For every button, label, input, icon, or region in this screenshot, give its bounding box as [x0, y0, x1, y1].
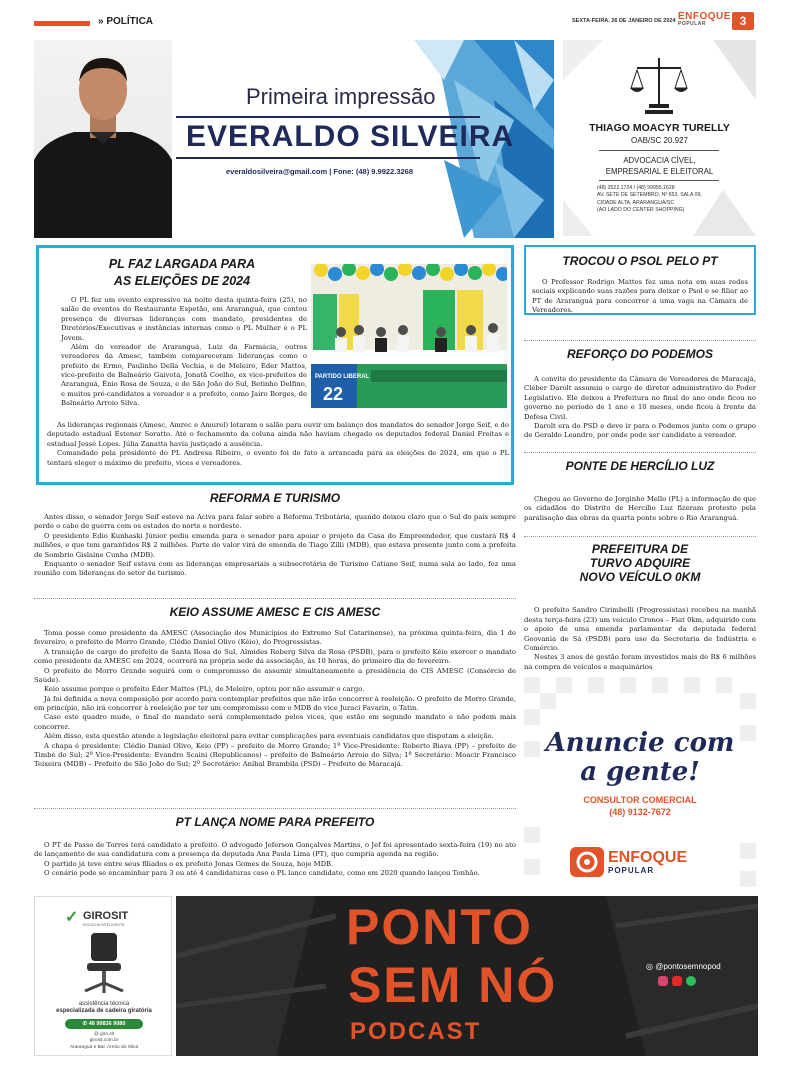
whatsapp-icon: ✆: [82, 1021, 88, 1027]
lawyer-address3: (AO LADO DO CENTER SHOPPING): [597, 206, 685, 213]
lead-paragraph: Comandado pela presidente do PL Andresa Ribeiro, o evento foi de fato a arrancada para as eleições de 2024, em que o PL tentará eleger o máximo de prefeito, vices e vereadores.: [47, 449, 509, 467]
enfoque-logo-top: ENFOQUE: [608, 849, 688, 866]
lead-paragraph: Além do vereador de Araranguá, Luiz da Farmácia, outros vereadores da Amesc, também compareceram lideranças como o prefeito de Ermo, Paulinho Della Vechia, e de Meleiro, Eder Mattos, vice-prefeito de Balneário Gaivota, Jonatã Coelho, ex vice-prefeitos de Araranguá, Ênio Rosa de Souza, e de São João do Sul, Betinho Delfino, e muitos pré-candidatos a vereador e a prefeito, como Jairo Borges, de Balneário Arroio Silva.: [61, 342, 307, 408]
girosit-contacts: [35, 1032, 173, 1051]
podcast-social-icons: [658, 976, 696, 986]
girosit-desc2: especializada de cadeira giratória: [56, 1008, 152, 1014]
pt-paragraph: O PT de Passo de Torres terá candidato a prefeito. O advogado Jeferson Gonçalves Martins, o Jef foi apresentado sexta-feira (19) no ato de lançamento de sua candidatura com a presença da deputada Ana Paula Lima (PT), que cumpria agenda na região.: [34, 841, 516, 859]
podcast-word3: PODCAST: [350, 1018, 482, 1045]
lawyer-address1: AV. SETE DE SETEMBRO, Nº 653, SALA 09,: [597, 192, 702, 199]
columnist-name: EVERALDO SILVEIRA: [186, 120, 515, 153]
divider: [599, 180, 719, 181]
ad-headline: [524, 729, 756, 786]
turvo-title-line3: NOVO VEÍCULO 0KM: [579, 569, 701, 584]
psol-section: [524, 254, 756, 316]
turvo-paragraph: Nestes 3 anos de gestão foram investidos mais de R$ 6 milhões na compra de veículos e maquinários: [524, 653, 756, 671]
newspaper-logo: [678, 12, 731, 27]
keio-paragraph: Já foi definida a nova composição por acordo para contemplar prefeitos que não irão concorrer à reeleição. O prefeito de Morro Grande, em princípio, não irá concorrer à reeleição por ter um compromisso com o MDB do vice Juraci Favarin, o Tatin.: [34, 694, 516, 712]
lawyer-name: THIAGO MOACYR TURELLY: [589, 122, 730, 134]
section-label: [98, 16, 153, 27]
keio-paragraph: O prefeito de Morro Grande seguirá com o compromisso de assumir simultaneamente a presidência do CIS AMESC (Consórcio de Saúde).: [34, 666, 516, 684]
ponte-section: [524, 452, 756, 523]
lead-title: [57, 256, 307, 290]
ponte-title: PONTE DE HERCÍLIO LUZ: [565, 459, 715, 473]
reforma-section: [34, 491, 516, 579]
reforma-paragraph: O presidente Edio Kunhaski Júnior pediu emenda para o senador para apoiar o projeto da Casa do Empreendedor, que custará R$ 4 milhões, e que tem garantidos R$ 2 milhões. Parte do valor virá de emenda de Tiago Zilli (MDB), que estava presente junto com a prefeita de Sombrio Gislaine Cunha (MDB).: [34, 531, 516, 559]
logo-top: ENFOQUE: [678, 11, 731, 22]
lead-paragraph: As lideranças regionais (Amesc, Amrec e Amurel) lotaram o salão para ouvir um balanço dos mandatos do senador Jorge Seif, e do deputado estadual Estener Soratto. Até o fechamento da coluna ainda não haviam chegado os deputados federal Daniel Freitas e estadual Jessé Lopes. Júlia Zanatta havia justiçado a ausência.: [47, 421, 509, 448]
instagram-icon[interactable]: [658, 976, 668, 986]
lead-text-narrow: [61, 296, 307, 409]
enfoque-logo: [570, 847, 710, 877]
party-banner-number: 22: [323, 384, 344, 404]
event-photo: [311, 264, 507, 408]
divider: [176, 116, 480, 118]
turvo-title: [524, 543, 756, 584]
podemos-section: [524, 340, 756, 441]
lawyer-address2: CIDADE ALTA, ARARANGUÁ/SC: [597, 199, 675, 206]
podcast-word2: SEM NÓ: [348, 957, 558, 1013]
pt-paragraph: O partido já teve entre seus filiados o ex prefeito Jonas Gomes de Souza, hoje MDB.: [44, 859, 334, 868]
lawyer-info: [597, 185, 702, 214]
girosit-whatsapp: 48 99836 9080: [88, 1021, 126, 1027]
whatsapp-button[interactable]: [65, 1019, 143, 1029]
column-header: [34, 40, 554, 238]
keio-title: KEIO ASSUME AMESC E CIS AMESC: [169, 605, 381, 619]
reforma-title: REFORMA E TURISMO: [209, 491, 341, 505]
page-number: 3: [732, 12, 754, 30]
girosit-brand: GIROSIT: [83, 910, 129, 922]
columnist-photo: [34, 40, 172, 238]
lead-article: [36, 245, 514, 485]
keio-paragraph: A chapa é presidente: Clédio Daniel Olivo, Keio (PP) – prefeito de Morro Grande; 1º Vice-Presidente: Roberto Biava (PP) – prefeito de Timbé do Sul; 2º Vice-Presidente: Evandro Scaini (Republicanos) – prefeito de Balneário Arroio do Silva; 1º Secretário: Moacir Francisco Teixeira (MDB) – Prefeito de São João do Sul; 2º Secretário: Aníbal Brambila (PSD) – Prefeito de Maracajá.: [34, 741, 516, 769]
office-chair-icon: [79, 933, 129, 995]
keio-paragraph: Além disso, esta questão atende a legislação eleitoral para evitar complicações para eventuais candidatos que disputam a eleição.: [44, 732, 494, 741]
girosit-instagram: @ giro.sit: [93, 1032, 115, 1037]
podcast-handle-text: @pontosemnopod: [655, 962, 721, 971]
lawyer-phone: (48) 3522.1724 / (48) 99955.1628: [597, 185, 675, 191]
turvo-title-line1: PREFEITURA DE: [591, 542, 689, 556]
reforma-paragraph: Enquanto o senador Seif estava com as lideranças empresariais a subsecretária de Turismo Catiane Seif, numa sala ao lado, fez uma reunião com lideranças do setor de turismo.: [34, 559, 516, 578]
keio-paragraph: A transição de cargo do prefeito de Santa Rosa do Sul, Almides Roberg Silva da Rosa (PSDB), para o prefeito Kéio exercer o mandato como presidente da AMESC em 2024, ocorrerá na própria sede da associação, às 10 horas, do primeiro dia de fevereiro.: [34, 647, 516, 666]
columnist-contact: everaldosilveira@gmail.com | Fone: (48) 9.9922.3268: [226, 167, 414, 176]
girosit-city: Araranguá e Bal. Arroio do Silva: [69, 1044, 139, 1050]
party-banner-text: PARTIDO LIBERAL: [315, 374, 370, 380]
podcast-handle[interactable]: [646, 962, 721, 971]
enfoque-logo-bottom: POPULAR: [608, 866, 655, 875]
ad-headline-line1: Anuncie com: [545, 728, 735, 758]
podemos-paragraph: A convite do presidente da Câmara de Vereadores de Maracajá, Cléber Darolt assumiu o cargo de diretor administrativo do Poder Legislativo. Ele deixou a Prefeitura no final do ano onde ficou no governo no período de 1 ano e 10 meses, onde ficou à frente da Defesa Civil.: [524, 375, 756, 421]
ad-girosit[interactable]: [34, 896, 172, 1056]
page-header: [0, 0, 794, 40]
lead-paragraph: O PL fez um evento expressivo na noite desta quinta-feira (25), no salão de eventos do Restaurante Espetão, em Araranguá, que contou presença de diversas lideranças com mandato, presidentes de Diretórios/Executivas e instâncias internas como o PL Mulher e o PL Jovem.: [61, 296, 307, 342]
reforma-paragraph: Antes disso, o senador Jorge Seif esteve na Aciva para falar sobre a Reforma Tributária, quando deixou claro que o Sul do país sempre perde o cabo de guerra com os estados do norte e nordeste.: [34, 513, 516, 531]
turvo-title-line2: TURVO ADQUIRE: [589, 555, 691, 570]
lead-title-line2: AS ELEIÇÕES DE 2024: [113, 273, 251, 288]
section-bar: [34, 21, 90, 26]
ad-headline-line2: a gente!: [580, 756, 700, 787]
divider: [599, 150, 719, 151]
podemos-paragraph: Darolt era do PSD e deve ir para o Podemos junto com o grupo de Geraldo Leandro, por onde pode ser candidato a vereador.: [524, 421, 756, 440]
keio-paragraph: Keio assume porque o prefeito Éder Mattos (PL), de Meleiro, optou por não assumir o cargo.: [44, 685, 365, 694]
podemos-title: REFORÇO DO PODEMOS: [566, 347, 713, 361]
youtube-icon[interactable]: [672, 976, 682, 986]
pt-title: PT LANÇA NOME PARA PREFEITO: [175, 815, 375, 829]
lawyer-oab: OAB/SC 20.927: [631, 136, 688, 145]
pt-paragraph: O cenário pode se encaminhar para 3 ou até 4 candidaturas caso o PL lance candidato, como em 2020 quando lançou Tonhão.: [44, 869, 480, 878]
keio-section: [34, 598, 516, 770]
issue-date: SEXTA-FEIRA, 26 DE JANEIRO DE 2024: [572, 18, 676, 24]
ponte-paragraph: Chegou ao Governo de Jorginho Mello (PL) a informação de que os cidadãos do Distrito de Hercílio Luz fizeram protesto pela paralisação das obras da quarta ponte sobre o Rio Araranguá.: [524, 495, 756, 522]
ad-anuncie[interactable]: [524, 677, 756, 887]
keio-paragraph: Caso este quadro mude, o final do mandato será complementado pelos vices, que estão em segundo mandato e não podem mais concorrer.: [34, 713, 516, 731]
chevron-right-icon: »: [98, 16, 104, 27]
girosit-tagline: ESCOLHA INTELIGENTE: [83, 923, 125, 927]
turvo-paragraph: O prefeito Sandro Cirimbelli (Progressistas) recebeu na manhã desta terça-feira (23) um veículo Cronos – Fiat 0km, adquirido com o apoio de uma emenda parlamentar da deputada federal Geovania de Sá (PSDB) para uso da Secretaria de Indústria e Comércio.: [524, 606, 756, 652]
check-icon: ✓: [65, 909, 79, 926]
girosit-site: girosit.com.br: [89, 1038, 119, 1044]
ad-role: CONSULTOR COMERCIAL: [583, 795, 697, 805]
psol-title: TROCOU O PSOL PELO PT: [562, 254, 718, 268]
turvo-section: [524, 536, 756, 672]
lawyer-desc1: ADVOCACIA CÍVEL,: [623, 156, 696, 165]
lead-text-wide: [47, 421, 509, 468]
pt-section: [34, 808, 516, 879]
logo-bottom: POPULAR: [678, 21, 706, 27]
keio-paragraph: Toma posse como presidente da AMESC (Associação dos Municípios do Extremo Sul Catarinense), na próxima quinta-feira, dia 1 de fevereiro, o prefeito de Morro Grande, Clédio Daniel Olivo (Kéio), do Progressistas.: [34, 629, 516, 647]
lead-title-line1: PL FAZ LARGADA PARA: [108, 257, 256, 271]
girosit-desc1: assistência técnica: [78, 1001, 130, 1007]
enfoque-logo-icon: [570, 847, 604, 877]
at-icon: ◎: [646, 962, 653, 971]
ad-podcast[interactable]: [176, 896, 758, 1056]
scales-of-justice-icon: [629, 54, 689, 118]
psol-paragraph: O Professor Rodrigo Mattos fez uma nota em suas redes sociais explicando suas razões para deixar o Psol e se filiar ao PT de Araranguá para concorrer a uma vaga na Câmara de Vereadores.: [532, 278, 748, 315]
spotify-icon[interactable]: [686, 976, 696, 986]
lawyer-desc2: EMPRESARIAL E ELEITORAL: [605, 167, 714, 176]
divider: [176, 157, 480, 159]
ad-phone[interactable]: (48) 9132-7672: [609, 807, 671, 817]
girosit-logo: [65, 907, 143, 929]
ad-lawyer[interactable]: [563, 40, 756, 236]
podcast-word1: PONTO: [346, 899, 533, 955]
section-name: POLÍTICA: [106, 16, 154, 27]
column-kicker: Primeira impressão: [246, 84, 436, 109]
